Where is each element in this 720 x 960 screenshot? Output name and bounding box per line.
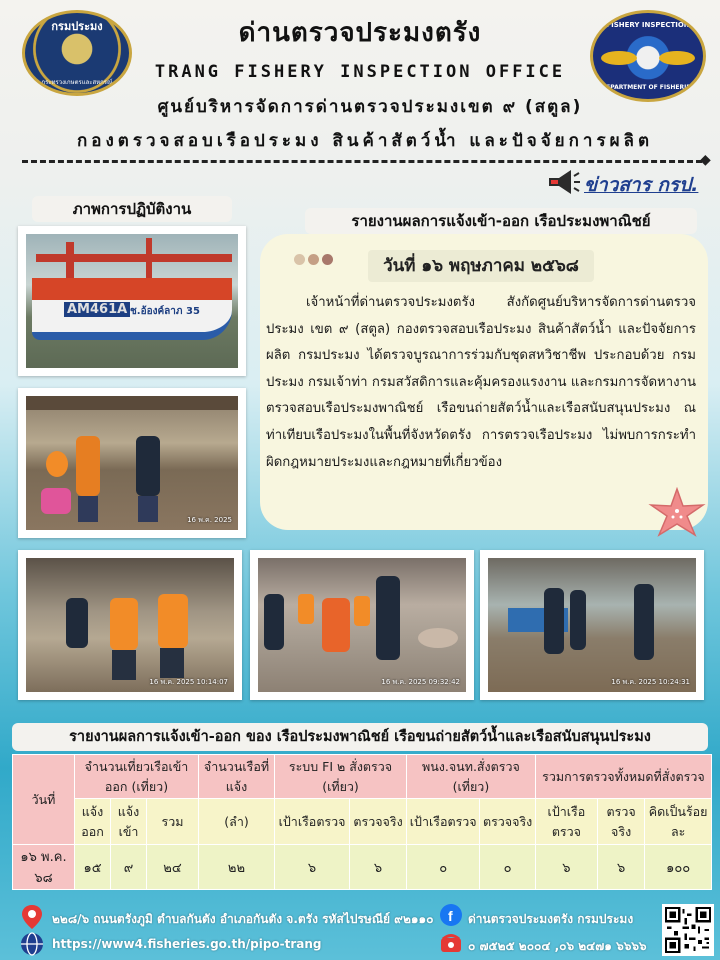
col-header-total-target: เป้าเรือตรวจ — [535, 799, 597, 845]
cell-sum: ๒๔ — [147, 845, 199, 890]
cell-fi2-target: ๖ — [275, 845, 350, 890]
cell-percent: ๑๐๐ — [645, 845, 712, 890]
location-pin-icon — [20, 904, 44, 930]
subtitle-center: ศูนย์บริหารจัดการด่านตรวจประมงเขต ๙ (สตูล) — [157, 97, 583, 117]
col-header-total-actual: ตรวจจริง — [598, 799, 645, 845]
col-header-unit: (ลำ) — [199, 799, 275, 845]
photo-dock-inspection — [480, 550, 704, 700]
col-group-fi2: ระบบ FI ๒ สั่งตรวจ (เที่ยว) — [275, 755, 407, 799]
footer-facebook-link[interactable]: ด่านตรวจประมงตรัง กรมประมง — [468, 912, 634, 926]
col-group-trips: จำนวนเที่ยวเรือเข้าออก (เที่ยว) — [75, 755, 199, 799]
cell-total-actual: ๖ — [598, 845, 645, 890]
logo-left-bottom-text: กระทรวงเกษตรและสหกรณ์ — [41, 79, 113, 86]
col-header-day: วันที่ — [13, 755, 75, 845]
photo-boat — [18, 226, 246, 376]
photo-section-heading: ภาพการปฏิบัติงาน — [32, 196, 232, 222]
article-body: เจ้าหน้าที่ด่านตรวจประมงตรัง สังกัดศูนย์บริหารจัดการด่านตรวจประมง เขต ๙ (สตูล) กองตรวจสอบเรือประมง สินค้าสัตว์น้ำ และปัจจัยการผลิต กรมประมง ได้ตรวจบูรณาการร่วมกับชุดสหวิชาชีพ ประกอบด้วย กรมประมง กรมเจ้าท่า กรมสวัสดิการและคุ้มครองแรงงาน และกรมการจัดหางาน ตรวจสอบเรือประมงพาณิชย์ เรือขนถ่ายสัตว์น้ำและเรือสนับสนุนประมง ณ ท่าเทียบเรือประมงในพื้นที่จังหวัดตรัง การตรวจเรือประมง ไม่พบการกระทำผิดกฎหมายประมงและกฎหมายที่เกี่ยวข้อง — [266, 295, 696, 470]
col-header-percent: คิดเป็นร้อยละ — [645, 799, 712, 845]
col-header-fi2-target: เป้าเรือตรวจ — [275, 799, 350, 845]
svg-text:f: f — [448, 908, 453, 924]
col-header-out: แจ้งออก — [75, 799, 111, 845]
col-header-pnjt-target: เป้าเรือตรวจ — [406, 799, 479, 845]
qr-code-icon — [662, 904, 714, 956]
department-of-fisheries-logo — [22, 10, 132, 96]
col-header-sum: รวม — [147, 799, 199, 845]
col-header-in: แจ้งเข้า — [111, 799, 147, 845]
boat-name-text: ช.อ้องค์ลาภ 35 — [130, 306, 200, 317]
photo-timestamp: 16 พ.ค. 2025 09:32:42 — [381, 678, 460, 686]
page-title: ด่านตรวจประมงตรัง — [238, 18, 482, 48]
page-title-english: TRANG FISHERY INSPECTION OFFICE — [154, 62, 566, 82]
table-title: รายงานผลการแจ้งเข้า-ออก ของ เรือประมงพาณิชย์ เรือขนถ่ายสัตว์น้ำและเรือสนับสนุนประมง — [12, 723, 708, 751]
cell-fi2-actual: ๖ — [350, 845, 407, 890]
header-divider — [22, 160, 702, 163]
col-group-pnjt: พนง.จนท.สั่งตรวจ (เที่ยว) — [406, 755, 535, 799]
facebook-icon — [440, 904, 462, 926]
decorative-dots — [294, 250, 336, 269]
photo-crew-briefing — [250, 550, 474, 700]
cell-pnjt-target: ๐ — [406, 845, 479, 890]
cell-in: ๙ — [111, 845, 147, 890]
photo-timestamp: 16 พ.ค. 2025 — [187, 516, 232, 524]
footer-address: ๒๒๘/๖ ถนนตรังภูมิ ตำบลกันตัง อำเภอกันตัง จ.ตรัง รหัสไปรษณีย์ ๙๒๑๑๐ — [52, 912, 434, 926]
cell-day: ๑๖ พ.ค. ๖๘ — [13, 845, 75, 890]
globe-icon — [20, 932, 44, 956]
col-header-pnjt-actual: ตรวจจริง — [480, 799, 535, 845]
col-group-boats: จำนวนเรือที่แจ้ง — [199, 755, 275, 799]
wing-right-icon — [659, 51, 695, 65]
boat-hull-number: AM461A — [64, 302, 130, 317]
col-header-fi2-actual: ตรวจจริง — [350, 799, 407, 845]
cell-total-target: ๖ — [535, 845, 597, 890]
photo-pier-inspection — [18, 388, 246, 538]
photo-timestamp: 16 พ.ค. 2025 10:24:31 — [611, 678, 690, 686]
photo-officers-group — [18, 550, 242, 700]
table-row — [13, 845, 712, 890]
report-section-heading: รายงานผลการแจ้งเข้า-ออก เรือประมงพาณิชย์ — [305, 208, 697, 234]
cell-pnjt-actual: ๐ — [480, 845, 535, 890]
footer-phone: ๐ ๗๕๒๕ ๒๐๐๔ ,๐๖ ๒๔๗๑ ๖๖๖๖ — [468, 939, 647, 953]
article-date: วันที่ ๑๖ พฤษภาคม ๒๕๖๘ — [368, 250, 594, 282]
footer-website-link[interactable]: https://www4.fisheries.go.th/pipo-trang — [52, 937, 322, 951]
logo-left-top-text: กรมประมง — [51, 20, 103, 33]
subtitle-division: กองตรวจสอบเรือประมง สินค้าสัตว์น้ำ และปัจจัยการผลิต — [76, 131, 654, 151]
cell-boats: ๒๒ — [199, 845, 275, 890]
phone-icon — [440, 932, 462, 954]
logo-right-bottom-text: DEPARTMENT OF FISHERIES — [601, 84, 695, 91]
logo-right-top-text: FISHERY INSPECTION — [606, 21, 690, 29]
divider-arrow-icon: ◆ — [700, 152, 711, 168]
report-table — [12, 754, 712, 890]
starfish-icon — [645, 487, 709, 539]
wing-left-icon — [601, 51, 637, 65]
fishery-inspection-logo — [590, 10, 706, 102]
megaphone-icon — [545, 167, 581, 197]
cell-out: ๑๕ — [75, 845, 111, 890]
photo-timestamp: 16 พ.ค. 2025 10:14:07 — [149, 678, 228, 686]
col-group-total: รวมการตรวจทั้งหมดที่สั่งตรวจ — [535, 755, 711, 799]
news-label: ข่าวสาร กรป. — [584, 174, 699, 196]
